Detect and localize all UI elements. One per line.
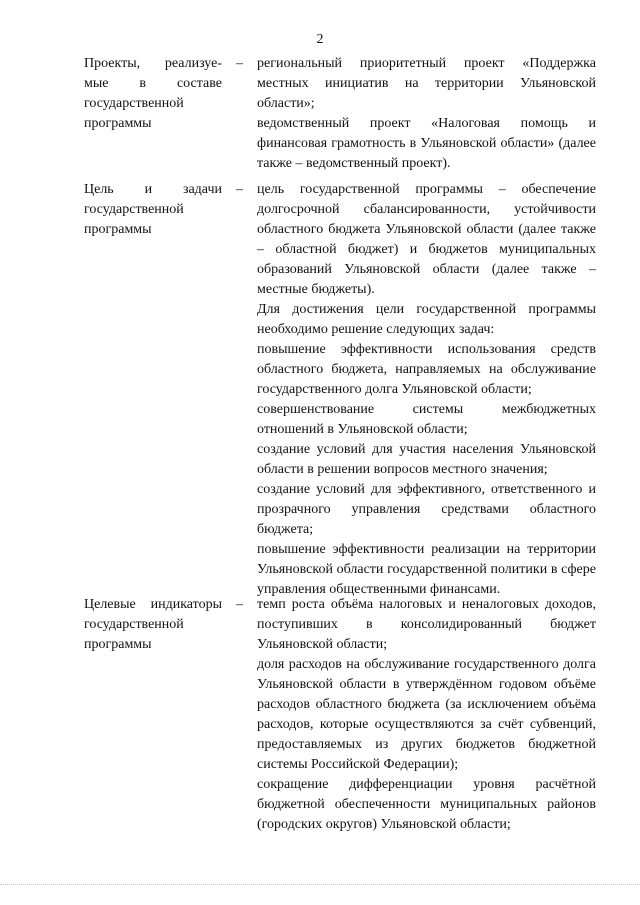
content-paragraph: доля расходов на обслуживание государственного долга Ульяновской области в утверждённом годовом объёме расходов областного бюджета (за исключением объёма расходов, которые осуществляются за счёт субвенций, предоставляемых из других бюджетов бюджетной системы Российской Федерации); xyxy=(257,657,596,772)
content-paragraph: совершенствование системы межбюджетных отношений в Ульяновской области; xyxy=(257,402,596,437)
label-line: Цель и задачи xyxy=(84,182,222,197)
label-line: мые в составе xyxy=(84,76,222,91)
page-number: 2 xyxy=(316,32,324,47)
label-line: программы xyxy=(84,222,152,237)
scan-artifact-line xyxy=(0,884,640,889)
label-line: программы xyxy=(84,116,152,131)
content-paragraph: Для достижения цели государственной программы необходимо решение следующих задач: xyxy=(257,302,596,337)
content-paragraph: создание условий для участия населения Ульяновской области в решении вопросов местного значения; xyxy=(257,442,596,477)
dash-separator: – xyxy=(236,597,243,612)
content-paragraph: сокращение дифференциации уровня расчётной бюджетной обеспеченности муниципальных районов (городских округов) Ульяновской области; xyxy=(257,777,596,832)
section-content xyxy=(257,595,596,835)
dash-separator: – xyxy=(236,182,243,197)
section-label xyxy=(84,54,222,134)
label-line: Целевые индикаторы xyxy=(84,597,222,612)
label-line: Проекты, реализуе- xyxy=(84,56,222,71)
section-content xyxy=(257,54,596,174)
content-paragraph: региональный приоритетный проект «Поддержка местных инициатив на территории Ульяновской области»; xyxy=(257,56,596,111)
label-line: государственной xyxy=(84,96,184,111)
content-paragraph: цель государственной программы – обеспечение долгосрочной сбалансированности, устойчивости областного бюджета Ульяновской области (далее также – областной бюджет) и бюджетов муниципальных образований Ульяновской области (далее также – местные бюджеты). xyxy=(257,182,596,297)
section-label xyxy=(84,595,222,655)
section-content xyxy=(257,180,596,600)
dash-separator: – xyxy=(236,56,243,71)
label-line: государственной xyxy=(84,202,184,217)
content-paragraph: повышение эффективности использования средств областного бюджета, направляемых на обслуживание государственного долга Ульяновской области; xyxy=(257,342,596,397)
section-label xyxy=(84,180,222,240)
label-line: программы xyxy=(84,637,152,652)
content-paragraph: повышение эффективности реализации на территории Ульяновской области государственной политики в сфере управления общественными финансами. xyxy=(257,542,596,597)
content-paragraph: темп роста объёма налоговых и неналоговых доходов, поступивших в консолидированный бюджет Ульяновской области; xyxy=(257,597,596,652)
content-paragraph: создание условий для эффективного, ответственного и прозрачного управления средствами областного бюджета; xyxy=(257,482,596,537)
content-paragraph: ведомственный проект «Налоговая помощь и финансовая грамотность в Ульяновской области» (далее также – ведомственный проект). xyxy=(257,116,596,171)
label-line: государственной xyxy=(84,617,184,632)
